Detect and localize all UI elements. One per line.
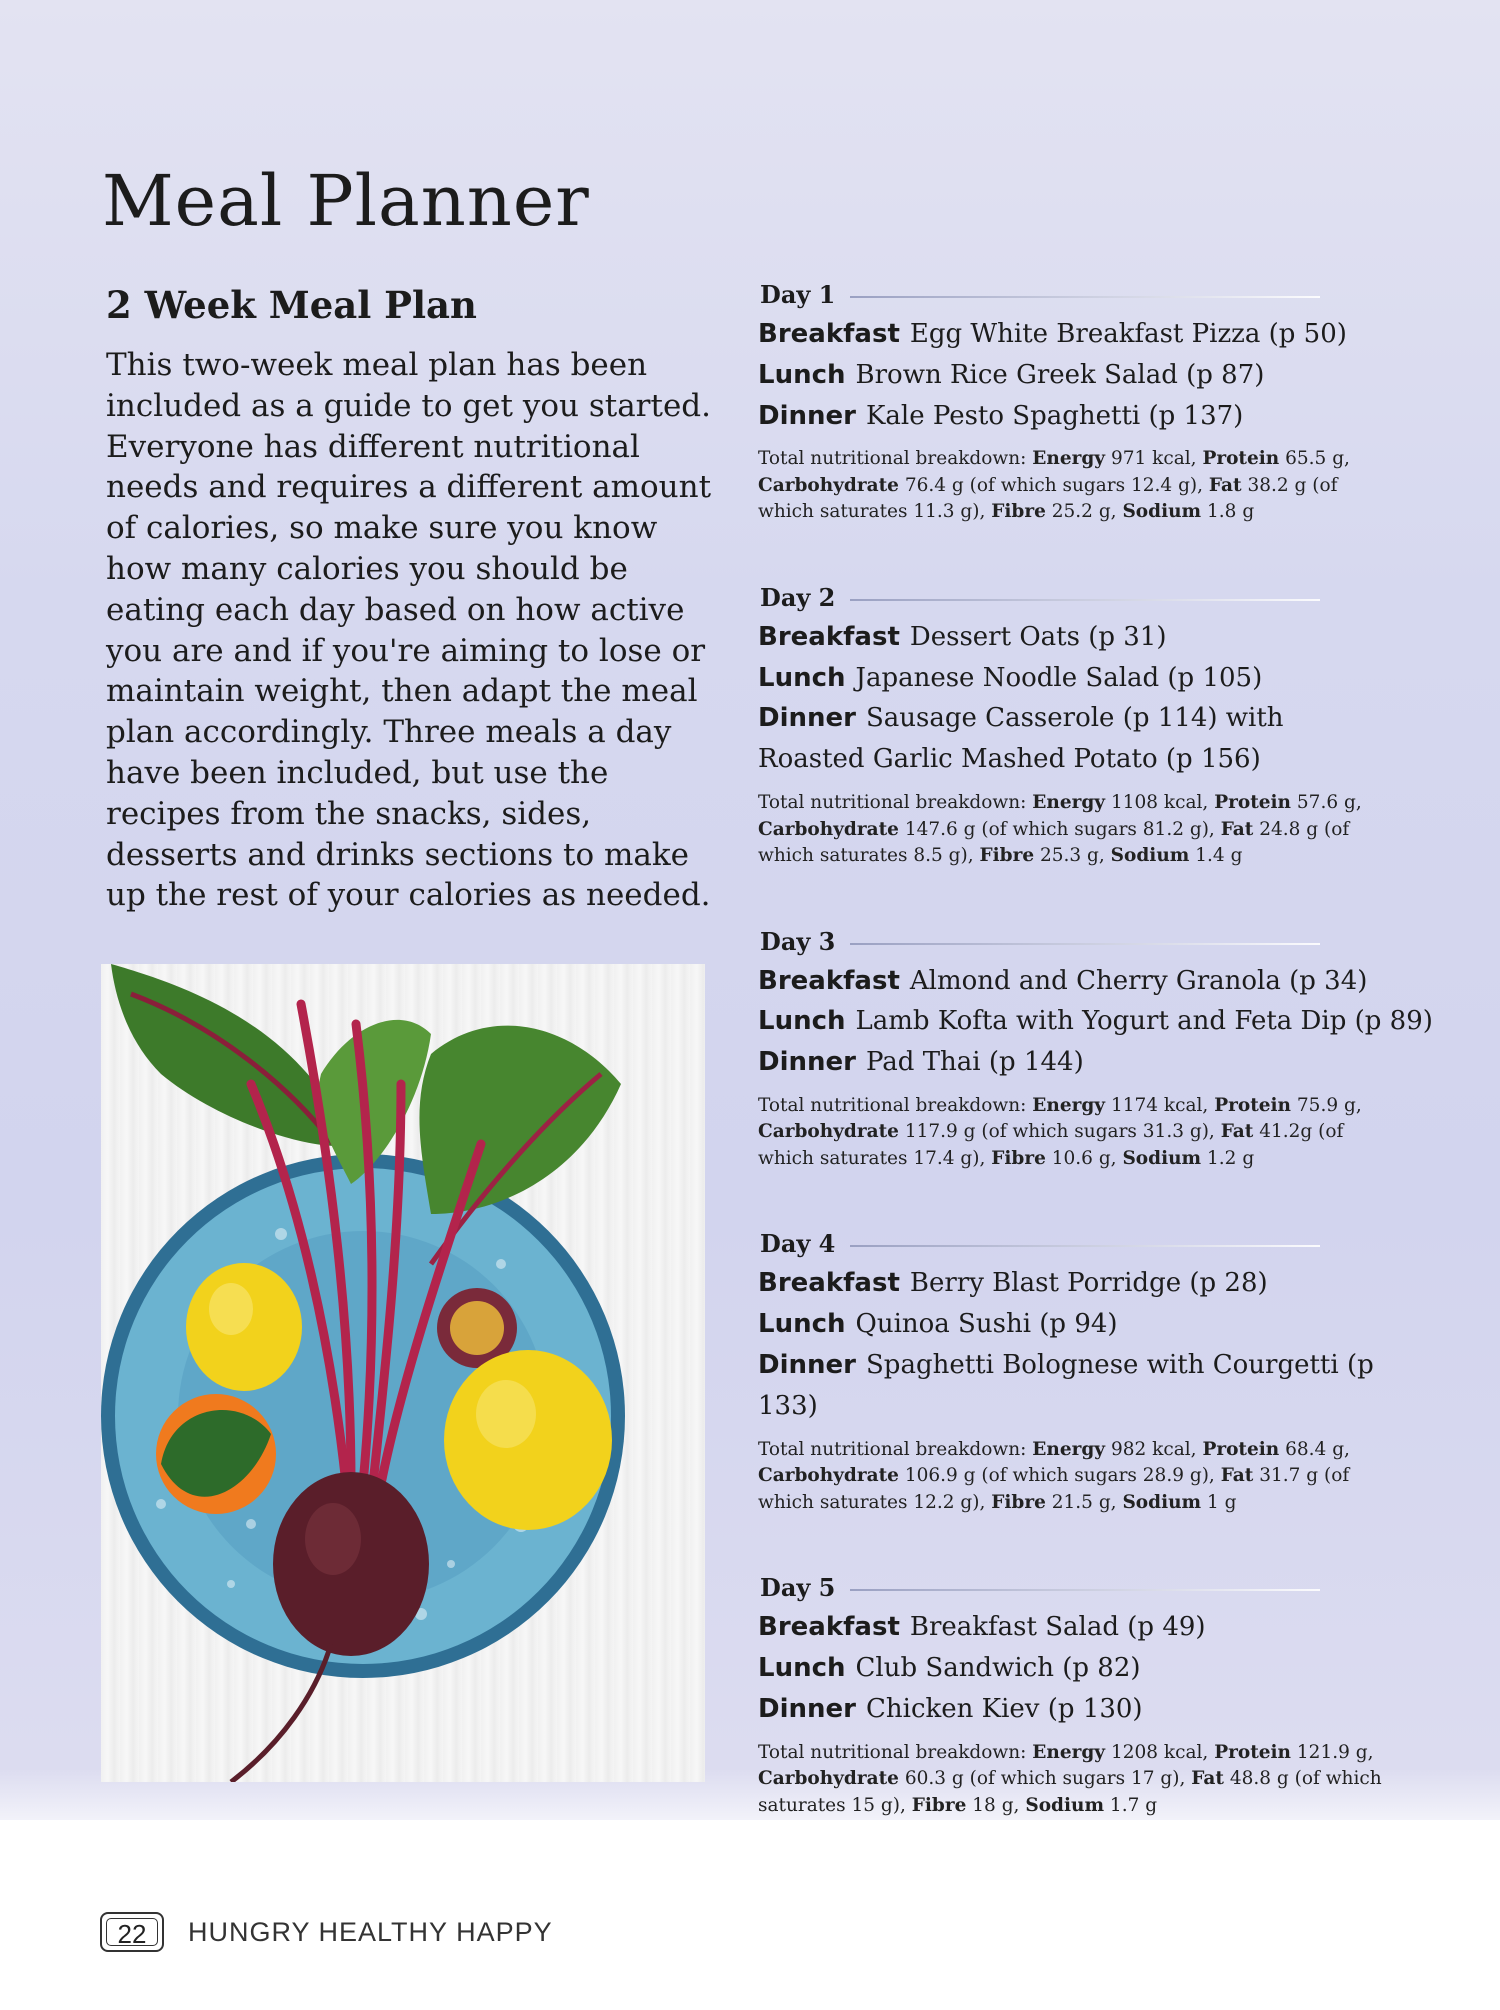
lunch-label: Lunch — [758, 1309, 846, 1340]
dinner-row — [758, 396, 1398, 437]
dinner-row — [758, 1345, 1398, 1427]
sodium-label: Sodium — [1122, 1491, 1202, 1513]
page-title: Meal Planner — [102, 160, 590, 242]
carbohydrate-value: 76.4 g (of which sugars 12.4 g), — [904, 474, 1204, 496]
fibre-label: Fibre — [979, 845, 1035, 867]
dinner-row — [758, 1689, 1398, 1730]
nutrition-breakdown — [758, 790, 1398, 870]
fat-value: 41.2g (of which saturates 17.4 g), — [758, 1121, 1344, 1169]
page-number-text: 22 — [117, 1919, 147, 1949]
day-divider — [850, 1245, 1320, 1247]
carbohydrate-label: Carbohydrate — [758, 1121, 899, 1143]
book-title: HUNGRY HEALTHY HAPPY — [188, 1917, 553, 1947]
breakfast-row — [758, 617, 1398, 658]
day-section — [758, 276, 1398, 526]
leaf-right — [419, 1026, 621, 1214]
energy-label: Energy — [1032, 448, 1106, 470]
lunch-label: Lunch — [758, 662, 846, 693]
sodium-value: 1.8 g — [1207, 501, 1255, 523]
nutrition-breakdown — [758, 446, 1398, 526]
protein-value: 68.4 g, — [1285, 1438, 1350, 1460]
dinner-label: Dinner — [758, 1047, 856, 1078]
nutrition-label: Total nutritional breakdown: — [758, 1741, 1027, 1763]
protein-value: 75.9 g, — [1296, 1094, 1362, 1116]
carbohydrate-value: 60.3 g (of which sugars 17 g), — [904, 1768, 1186, 1790]
dinner-label: Dinner — [758, 1350, 856, 1381]
nutrition-breakdown — [758, 1437, 1398, 1517]
protein-label: Protein — [1214, 1094, 1292, 1116]
energy-value: 982 kcal, — [1110, 1438, 1197, 1460]
fat-label: Fat — [1220, 1465, 1254, 1487]
sodium-label: Sodium — [1025, 1794, 1105, 1816]
day-divider — [850, 943, 1320, 945]
lunch-row — [758, 355, 1398, 396]
lunch-recipe: Quinoa Sushi (p 94) — [855, 1309, 1118, 1340]
carbohydrate-value: 106.9 g (of which sugars 28.9 g), — [904, 1465, 1215, 1487]
fibre-label: Fibre — [911, 1794, 967, 1816]
lunch-recipe: Japanese Noodle Salad (p 105) — [855, 662, 1263, 693]
fibre-value: 10.6 g, — [1051, 1147, 1117, 1169]
nutrition-label: Total nutritional breakdown: — [758, 1438, 1027, 1460]
carbohydrate-label: Carbohydrate — [758, 474, 899, 496]
sodium-value: 1.7 g — [1109, 1794, 1158, 1816]
lunch-label: Lunch — [758, 1006, 846, 1037]
food-photo — [101, 964, 705, 1782]
lunch-recipe: Brown Rice Greek Salad (p 87) — [855, 359, 1265, 390]
energy-label: Energy — [1032, 1438, 1106, 1460]
breakfast-label: Breakfast — [758, 965, 900, 996]
nutrition-label: Total nutritional breakdown: — [758, 792, 1027, 814]
sodium-label: Sodium — [1110, 845, 1190, 867]
dinner-recipe: Chicken Kiev (p 130) — [865, 1693, 1143, 1724]
fibre-value: 25.3 g, — [1039, 845, 1105, 867]
dinner-recipe: Pad Thai (p 144) — [865, 1047, 1084, 1078]
day-label: Day 4 — [760, 1229, 836, 1259]
breakfast-row — [758, 961, 1398, 1002]
lunch-row — [758, 658, 1398, 699]
lunch-recipe: Lamb Kofta with Yogurt and Feta Dip (p 89) — [855, 1006, 1433, 1037]
day-label: Day 2 — [760, 582, 836, 612]
fat-value: 38.2 g (of which saturates 11.3 g), — [758, 474, 1338, 523]
fat-label: Fat — [1208, 474, 1242, 496]
lunch-label: Lunch — [758, 1652, 846, 1683]
lunch-row — [758, 1304, 1398, 1345]
lunch-recipe: Club Sandwich (p 82) — [855, 1652, 1141, 1683]
lemon-right — [444, 1350, 612, 1530]
energy-label: Energy — [1032, 792, 1106, 814]
meal-plan-days — [758, 276, 1433, 1872]
lunch-row — [758, 1001, 1433, 1042]
sodium-value: 1.2 g — [1207, 1147, 1255, 1169]
fibre-value: 18 g, — [972, 1794, 1020, 1816]
day-divider — [850, 599, 1320, 601]
energy-value: 971 kcal, — [1110, 448, 1197, 470]
beetroot-fruit-illustration — [101, 964, 705, 1782]
breakfast-row — [758, 1607, 1398, 1648]
fat-value: 48.8 g (of which saturates 15 g), — [758, 1768, 1382, 1816]
day-label: Day 3 — [760, 926, 836, 956]
breakfast-label: Breakfast — [758, 319, 900, 349]
fibre-value: 21.5 g, — [1051, 1491, 1117, 1513]
fat-label: Fat — [1220, 818, 1254, 840]
day-section — [758, 1225, 1398, 1516]
day-divider — [850, 1589, 1320, 1591]
energy-value: 1108 kcal, — [1110, 792, 1209, 814]
protein-label: Protein — [1202, 448, 1280, 470]
dinner-label: Dinner — [758, 1693, 856, 1724]
protein-value: 65.5 g, — [1285, 448, 1350, 470]
intro-paragraph: This two-week meal plan has been included as a guide to get you started. Everyone has different nutritional needs and requires a different amount of calories, so make sure you know how many calories you should be eating each day based on how active you are and if you're aiming to lose or maintain weight, then adapt the meal plan accordingly. Three meals a day have been included, but use the recipes from the snacks, sides, desserts and drinks sections to make up the rest of your calories as needed. — [106, 347, 712, 914]
dinner-recipe: Kale Pesto Spaghetti (p 137) — [865, 400, 1244, 431]
day-label: Day 1 — [760, 280, 836, 309]
sodium-label: Sodium — [1122, 501, 1202, 523]
lunch-row — [758, 1648, 1398, 1689]
nutrition-breakdown — [758, 1093, 1398, 1173]
section-heading: 2 Week Meal Plan — [106, 283, 477, 327]
day-section — [758, 579, 1398, 870]
page-number — [100, 1912, 164, 1952]
sodium-value: 1 g — [1207, 1491, 1237, 1513]
protein-value: 121.9 g, — [1296, 1741, 1374, 1763]
breakfast-label: Breakfast — [758, 621, 900, 652]
breakfast-recipe: Breakfast Salad (p 49) — [909, 1612, 1206, 1643]
dinner-row — [758, 698, 1398, 780]
breakfast-label: Breakfast — [758, 1268, 900, 1299]
day-label: Day 5 — [760, 1573, 836, 1603]
fat-value: 24.8 g (of which saturates 8.5 g), — [758, 818, 1350, 867]
carbohydrate-value: 117.9 g (of which sugars 31.3 g), — [904, 1121, 1215, 1143]
carbohydrate-value: 147.6 g (of which sugars 81.2 g), — [904, 818, 1215, 840]
protein-label: Protein — [1214, 1741, 1292, 1763]
fibre-label: Fibre — [991, 1491, 1046, 1513]
energy-label: Energy — [1032, 1094, 1106, 1116]
sodium-value: 1.4 g — [1195, 845, 1243, 867]
nutrition-breakdown — [758, 1740, 1398, 1820]
day-section — [758, 923, 1433, 1173]
carbohydrate-label: Carbohydrate — [758, 1465, 899, 1487]
breakfast-label: Breakfast — [758, 1612, 900, 1643]
breakfast-recipe: Berry Blast Porridge (p 28) — [909, 1268, 1268, 1299]
energy-value: 1208 kcal, — [1110, 1741, 1209, 1763]
dinner-label: Dinner — [758, 703, 856, 734]
protein-label: Protein — [1202, 1438, 1280, 1460]
dinner-label: Dinner — [758, 400, 856, 431]
day-divider — [850, 296, 1320, 298]
fibre-label: Fibre — [991, 1147, 1046, 1169]
protein-value: 57.6 g, — [1296, 792, 1362, 814]
energy-label: Energy — [1032, 1741, 1106, 1763]
breakfast-row — [758, 1263, 1398, 1304]
lunch-label: Lunch — [758, 359, 846, 390]
protein-label: Protein — [1214, 792, 1292, 814]
carbohydrate-label: Carbohydrate — [758, 818, 899, 840]
nutrition-label: Total nutritional breakdown: — [758, 1094, 1027, 1116]
dinner-row — [758, 1042, 1398, 1083]
breakfast-row — [758, 314, 1398, 355]
breakfast-recipe: Almond and Cherry Granola (p 34) — [909, 965, 1368, 996]
fat-label: Fat — [1191, 1768, 1224, 1790]
dinner-recipe: Spaghetti Bolognese with Courgetti (p 133) — [758, 1350, 1374, 1421]
energy-value: 1174 kcal, — [1110, 1094, 1209, 1116]
dinner-recipe: Sausage Casserole (p 114) with Roasted Garlic Mashed Potato (p 156) — [758, 703, 1284, 775]
carbohydrate-label: Carbohydrate — [758, 1768, 899, 1790]
fat-label: Fat — [1220, 1121, 1254, 1143]
fibre-label: Fibre — [991, 501, 1046, 523]
sodium-label: Sodium — [1122, 1147, 1202, 1169]
fibre-value: 25.2 g, — [1051, 501, 1117, 523]
nutrition-label: Total nutritional breakdown: — [758, 448, 1027, 470]
breakfast-recipe: Dessert Oats (p 31) — [909, 621, 1167, 652]
fat-value: 31.7 g (of which saturates 12.2 g), — [758, 1465, 1350, 1513]
page-number-frame — [106, 1918, 158, 1946]
breakfast-recipe: Egg White Breakfast Pizza (p 50) — [909, 319, 1347, 349]
day-section — [758, 1569, 1398, 1819]
